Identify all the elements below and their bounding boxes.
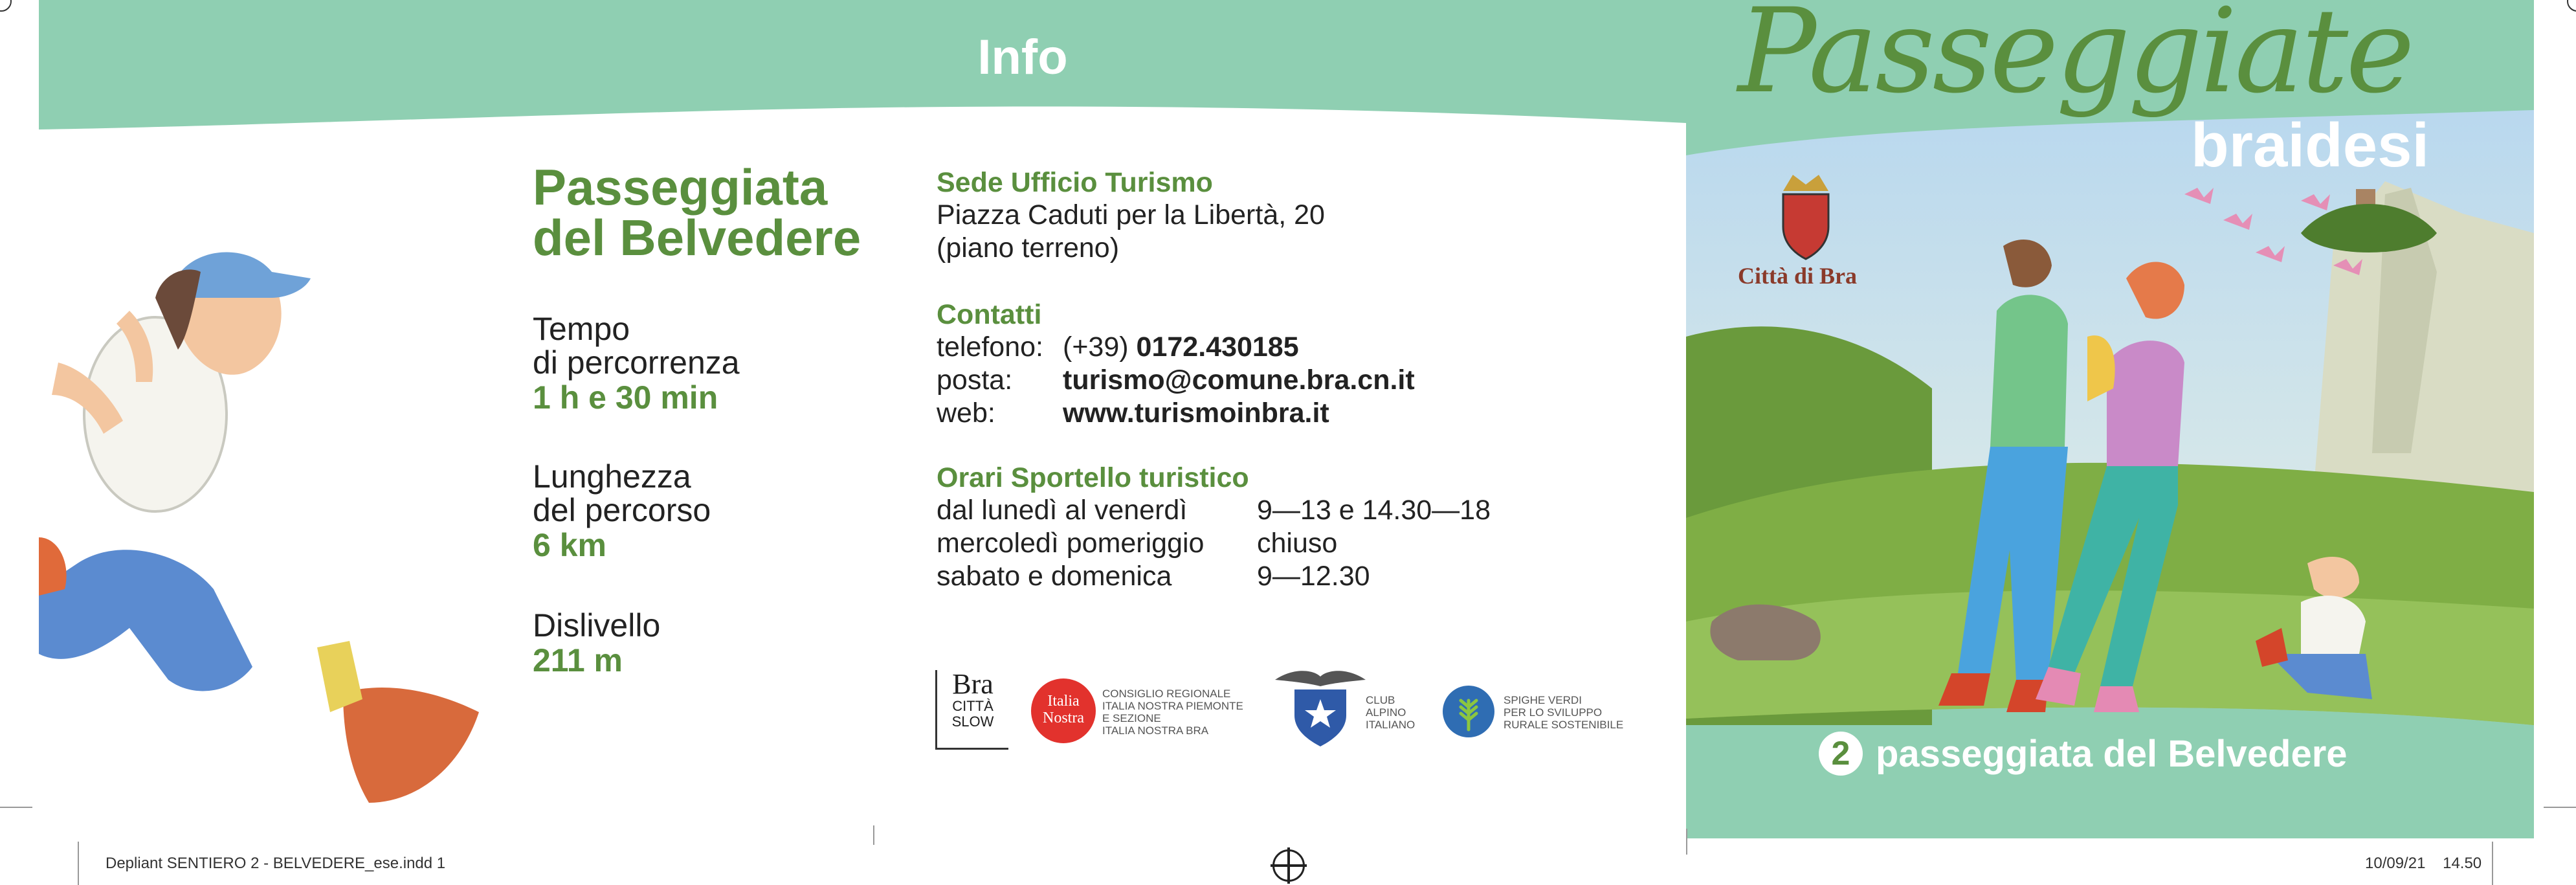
phone-prefix: (+39) xyxy=(1063,331,1129,363)
hours-heading: Orari Sportello turistico xyxy=(937,462,1249,493)
caption-line: E SEZIONE xyxy=(1102,712,1161,724)
cover-panel xyxy=(1686,0,2534,838)
hours-section xyxy=(937,462,1491,593)
cover-script-title: Passeggiate xyxy=(1738,0,2412,119)
hours-day: mercoledì pomeriggio xyxy=(937,528,1205,559)
bra-citta-slow-logo xyxy=(935,670,1008,750)
registration-crosshair xyxy=(1271,864,1307,867)
duration-value: 1 h e 30 min xyxy=(533,379,718,416)
footer-divider xyxy=(2492,842,2493,885)
italia-nostra-mark: Nostra xyxy=(1043,710,1084,726)
hours-day: dal lunedì al venerdì xyxy=(937,495,1188,526)
footer-divider xyxy=(78,842,79,885)
bra-logo-text: Bra xyxy=(952,668,994,700)
caption-line: ITALIA NOSTRA PIEMONTE xyxy=(1102,700,1243,712)
footer-date xyxy=(2365,855,2482,873)
office-section xyxy=(937,167,1325,265)
walk-title-line: del Belvedere xyxy=(533,209,861,266)
duration-label: di percorrenza xyxy=(533,344,740,381)
cai-caption xyxy=(1366,694,1415,731)
contact-row-phone xyxy=(937,331,1415,364)
spighe-verdi-caption xyxy=(1504,694,1623,731)
walk-title-line: Passeggiata xyxy=(533,159,828,216)
length-label: del percorso xyxy=(533,492,711,528)
info-panel xyxy=(39,0,1686,838)
italia-nostra-caption xyxy=(1102,688,1243,737)
caption-line: SPIGHE VERDI xyxy=(1504,694,1582,706)
office-address: Piazza Caduti per la Libertà, 20 xyxy=(937,199,1325,230)
italia-nostra-mark: Italia xyxy=(1047,693,1080,710)
hours-time: chiuso xyxy=(1257,528,1338,559)
hours-time: 9—13 e 14.30—18 xyxy=(1257,495,1491,526)
registration-mark-top-left xyxy=(0,0,12,12)
print-time: 14.50 xyxy=(2443,855,2482,872)
length-value: 6 km xyxy=(533,527,606,563)
caption-line: PER LO SVILUPPO xyxy=(1504,706,1603,719)
caption-line: ITALIA NOSTRA BRA xyxy=(1102,724,1209,737)
footer-divider xyxy=(1686,829,1687,855)
walk-length xyxy=(533,460,711,563)
registration-mark-top-right xyxy=(2567,0,2576,12)
footer-divider xyxy=(873,825,874,845)
header-band xyxy=(39,0,1686,136)
bra-logo-subtext: CITTÀ xyxy=(952,698,994,714)
contacts-heading: Contatti xyxy=(937,299,1042,330)
italia-nostra-logo xyxy=(1031,678,1096,743)
elevation-label: Dislivello xyxy=(533,607,661,644)
phone-number[interactable]: 0172.430185 xyxy=(1136,331,1299,363)
crop-mark xyxy=(2544,807,2576,808)
caption-line: CONSIGLIO REGIONALE xyxy=(1102,688,1231,700)
spighe-verdi-logo xyxy=(1441,684,1496,739)
route-number-badge: 2 xyxy=(1819,732,1863,776)
header-title: Info xyxy=(977,30,1068,85)
contact-row-mail xyxy=(937,364,1415,397)
walk-title xyxy=(533,159,861,266)
cover-subtitle: braidesi xyxy=(2191,111,2430,180)
route-label xyxy=(1819,732,2348,776)
hours-row xyxy=(937,527,1491,560)
mail-address[interactable]: turismo@comune.bra.cn.it xyxy=(1063,364,1415,396)
bra-logo-subtext: SLOW xyxy=(951,713,994,730)
duration-label: Tempo xyxy=(533,311,630,347)
length-label: Lunghezza xyxy=(533,458,691,495)
registration-mark-bottom xyxy=(1272,849,1305,882)
caption-line: RURALE SOSTENIBILE xyxy=(1504,719,1624,731)
cai-logo xyxy=(1269,664,1372,748)
caption-line: ALPINO xyxy=(1366,706,1406,719)
mail-label: posta: xyxy=(937,364,1013,396)
walk-duration xyxy=(533,312,740,416)
caption-line: CLUB xyxy=(1366,694,1395,706)
footer-filename: Depliant SENTIERO 2 - BELVEDERE_ese.indd 1 xyxy=(105,855,446,872)
hours-row xyxy=(937,560,1491,593)
office-heading: Sede Ufficio Turismo xyxy=(937,167,1213,198)
hours-row xyxy=(937,494,1491,527)
city-name: Città di Bra xyxy=(1738,263,1857,289)
print-date: 10/09/21 xyxy=(2365,855,2426,872)
city-coat-of-arms xyxy=(1783,175,1828,259)
crop-mark xyxy=(0,807,32,808)
phone-label: telefono: xyxy=(937,331,1043,363)
contacts-section xyxy=(937,299,1415,430)
hours-day: sabato e domenica xyxy=(937,561,1172,592)
route-name: passeggiata del Belvedere xyxy=(1876,732,2348,775)
running-child-illustration xyxy=(39,201,492,816)
caption-line: ITALIANO xyxy=(1366,719,1416,731)
hours-time: 9—12.30 xyxy=(1257,561,1370,592)
contact-row-web xyxy=(937,397,1415,430)
web-link[interactable]: www.turismoinbra.it xyxy=(1063,398,1329,429)
walk-elevation xyxy=(533,609,660,678)
elevation-value: 211 m xyxy=(533,642,623,678)
office-address: (piano terreno) xyxy=(937,232,1120,263)
web-label: web: xyxy=(937,398,995,429)
